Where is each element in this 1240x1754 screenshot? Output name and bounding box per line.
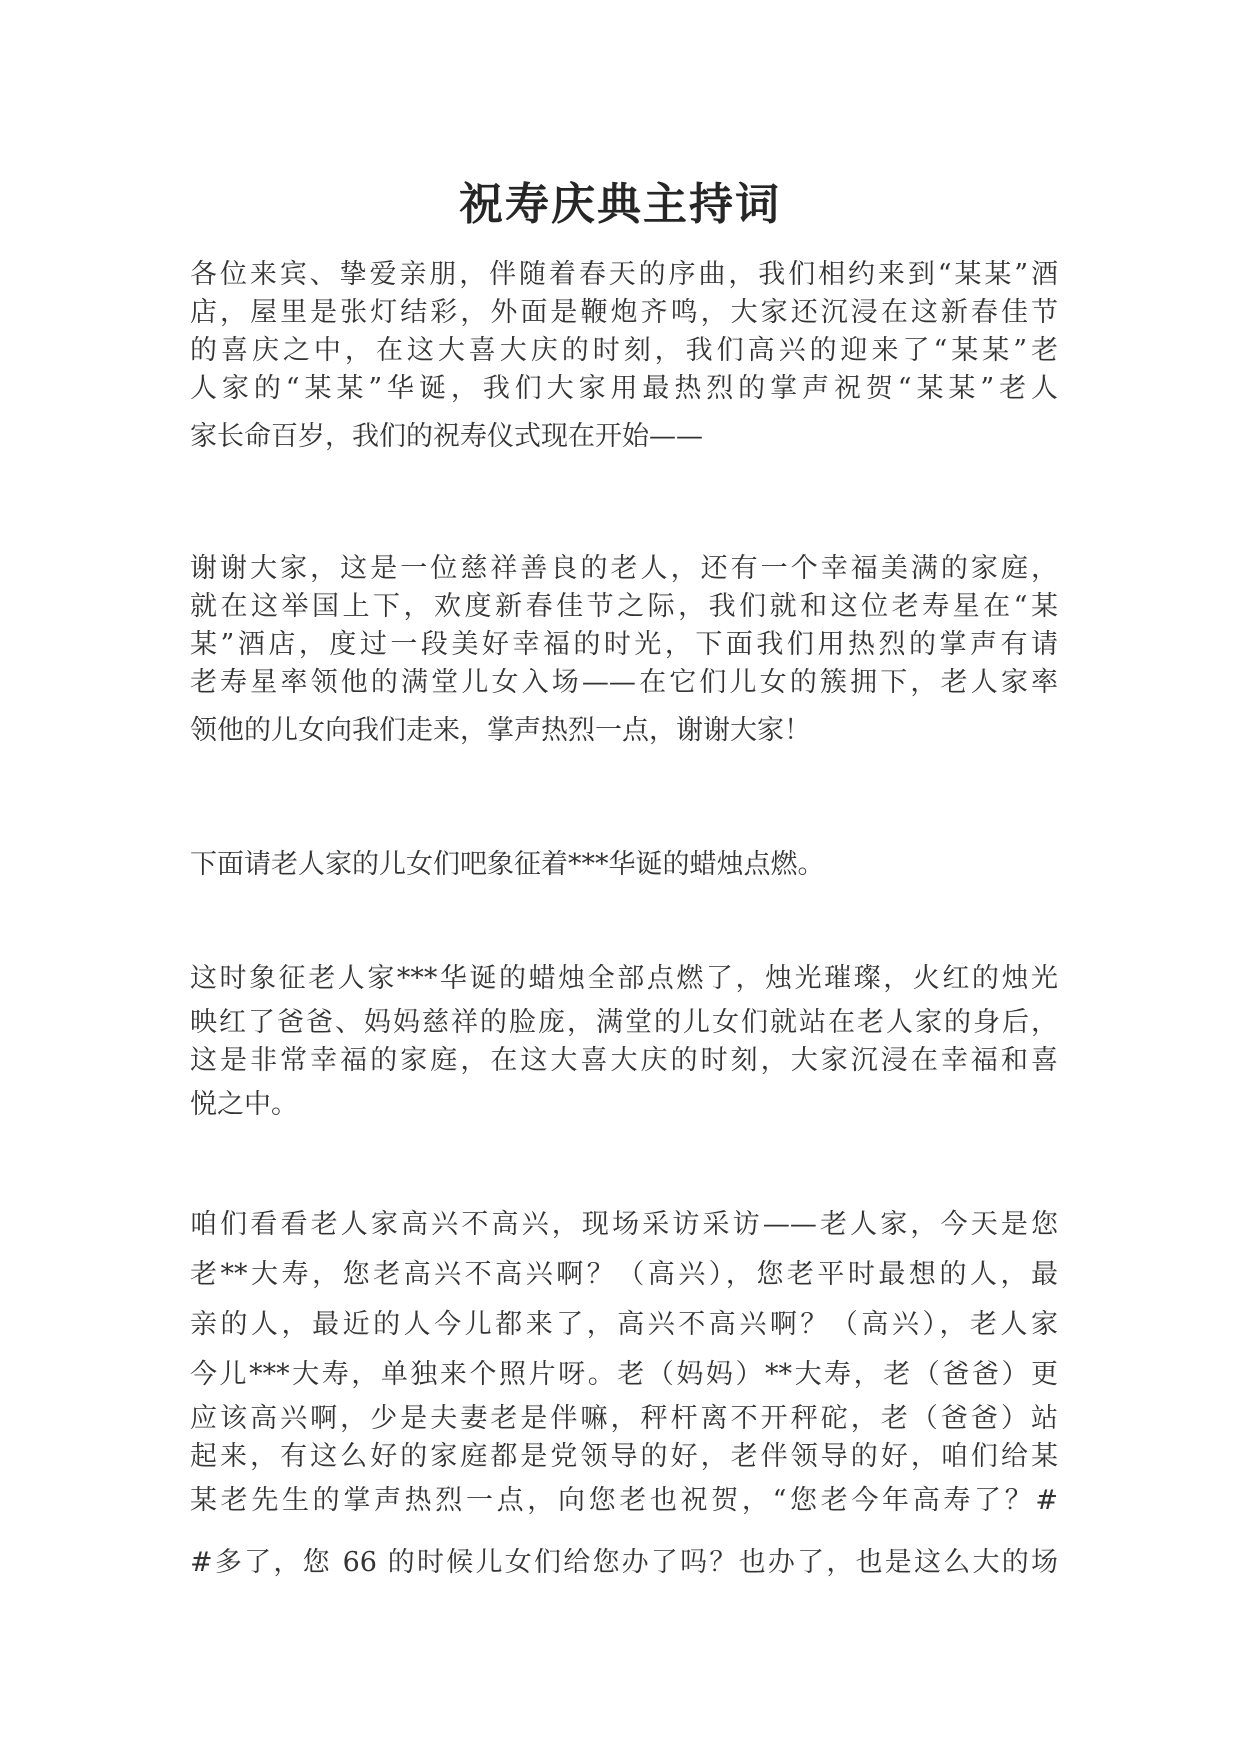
text-line: 家长命百岁，我们的祝寿仪式现在开始—— [190, 421, 703, 452]
text-line: 某老先生的掌声热烈一点，向您老也祝贺，“您老今年高寿了？# [190, 1485, 1058, 1516]
text-line: 某”酒店，度过一段美好幸福的时光，下面我们用热烈的掌声有请 [190, 629, 1058, 660]
text-line: 悦之中。 [190, 1089, 298, 1120]
paragraph-2 [190, 550, 1058, 756]
text-line: 这时象征老人家***华诞的蜡烛全部点燃了，烛光璀璨，火红的烛光 [190, 963, 1058, 994]
text-line: 领他的儿女向我们走来，掌声热烈一点，谢谢大家！ [190, 715, 811, 746]
text-line: 下面请老人家的儿女们吧象征着***华诞的蜡烛点燃。 [190, 849, 825, 880]
text-line: 老**大寿，您老高兴不高兴啊？（高兴），您老平时最想的人，最 [190, 1259, 1058, 1290]
text-line: 今儿***大寿，单独来个照片呀。老（妈妈）**大寿，老（爸爸）更 [190, 1359, 1058, 1390]
text-line: 映红了爸爸、妈妈慈祥的脸庞，满堂的儿女们就站在老人家的身后， [190, 1007, 1058, 1038]
paragraph-3 [190, 846, 1058, 884]
text-line: 亲的人，最近的人今儿都来了，高兴不高兴啊？（高兴），老人家 [190, 1309, 1058, 1340]
text-line: 咱们看看老人家高兴不高兴，现场采访采访——老人家，今天是您 [190, 1209, 1058, 1240]
paragraph-5 [190, 1200, 1058, 1588]
text-line: 这是非常幸福的家庭，在这大喜大庆的时刻，大家沉浸在幸福和喜 [190, 1045, 1058, 1076]
text-line: 就在这举国上下，欢度新春佳节之际，我们就和这位老寿星在“某 [190, 591, 1058, 622]
text-line: 人家的“某某”华诞，我们大家用最热烈的掌声祝贺“某某”老人 [190, 373, 1058, 404]
document-title: 祝寿庆典主持词 [459, 179, 781, 230]
paragraph-4 [190, 954, 1058, 1130]
text-line: 应该高兴啊，少是夫妻老是伴嘛，秤杆离不开秤砣，老（爸爸）站 [190, 1403, 1058, 1434]
text-line: 各位来宾、挚爱亲朋，伴随着春天的序曲，我们相约来到“某某”酒 [190, 259, 1058, 290]
paragraph-1 [190, 256, 1058, 462]
text-line: #多了，您 66 的时候儿女们给您办了吗？也办了，也是这么大的场 [190, 1547, 1058, 1578]
text-line: 老寿星率领他的满堂儿女入场——在它们儿女的簇拥下，老人家率 [190, 667, 1058, 698]
text-line: 起来，有这么好的家庭都是党领导的好，老伴领导的好，咱们给某 [190, 1441, 1058, 1472]
text-line: 的喜庆之中，在这大喜大庆的时刻，我们高兴的迎来了“某某”老 [190, 335, 1058, 366]
text-line: 店，屋里是张灯结彩，外面是鞭炮齐鸣，大家还沉浸在这新春佳节 [190, 297, 1058, 328]
text-line: 谢谢大家，这是一位慈祥善良的老人，还有一个幸福美满的家庭， [190, 553, 1058, 584]
